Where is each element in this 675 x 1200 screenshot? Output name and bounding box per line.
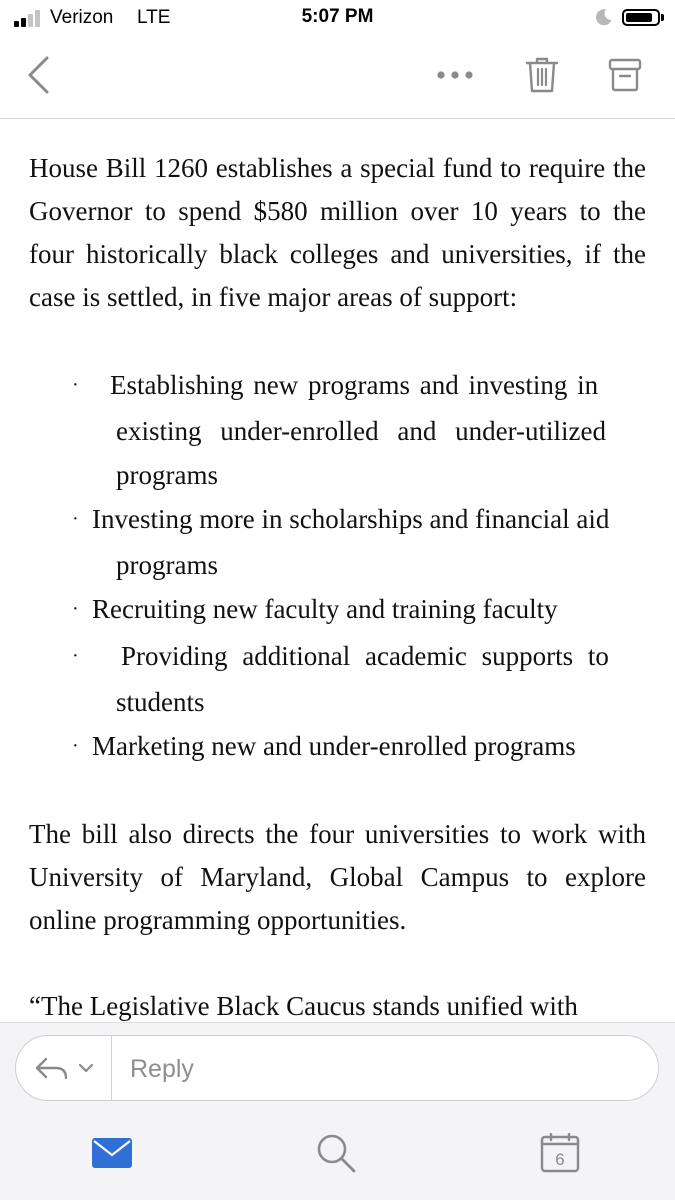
reply-arrow-icon (34, 1055, 70, 1081)
chevron-left-icon (25, 55, 51, 95)
search-icon (315, 1132, 357, 1174)
calendar-day-number: 6 (555, 1150, 565, 1169)
reply-options-button[interactable] (16, 1036, 111, 1100)
trash-icon (525, 56, 559, 94)
message-body (0, 119, 675, 1022)
reply-divider (111, 1036, 112, 1100)
bullet-marker: · (72, 735, 79, 757)
reply-bar (0, 1022, 675, 1121)
chevron-down-icon (78, 1063, 94, 1073)
paragraph-quote: “The Legislative Black Caucus stands unified with (29, 991, 578, 1021)
list-item-text: Investing more in scholarships and financial aid (92, 504, 610, 534)
battery-tip (661, 14, 664, 21)
archive-button[interactable] (603, 52, 647, 98)
list-item-text: Recruiting new faculty and training faculty (92, 594, 558, 624)
network-type: LTE (137, 7, 171, 28)
tab-mail[interactable] (82, 1128, 142, 1178)
bottom-tab-bar (0, 1120, 675, 1200)
list-item-text: programs (116, 550, 218, 580)
list-item-text: Providing additional academic supports to (121, 641, 609, 671)
paragraph-intro: House Bill 1260 establishes a special fund to require the Governor to spend $580 million over 10 years to the four historically black colleges and universities, if the case is settled, in five major areas of support: (29, 153, 646, 312)
tab-calendar[interactable] (530, 1128, 590, 1178)
carrier-name: Verizon (50, 7, 114, 28)
calendar-icon (540, 1133, 580, 1173)
list-item-text: existing under-enrolled and under-utilized (116, 416, 607, 446)
reply-input[interactable] (128, 1052, 632, 1086)
list-item-text: students (116, 687, 205, 717)
do-not-disturb-moon-icon (595, 8, 613, 26)
delete-button[interactable] (520, 52, 564, 98)
tab-search[interactable] (306, 1128, 366, 1178)
list-item-text: Establishing new programs and investing in (110, 370, 599, 400)
bullet-marker: · (72, 508, 79, 530)
paragraph-online-programs: The bill also directs the four universities to work with University of Maryland, Global Campus to explore online programming opportunities. (29, 819, 646, 935)
bullet-marker: · (72, 374, 79, 396)
status-bar (0, 0, 675, 38)
more-dots-icon (435, 70, 475, 80)
back-button[interactable] (18, 52, 58, 98)
reply-box (15, 1035, 659, 1101)
battery-icon (622, 9, 660, 26)
more-options-button[interactable] (432, 52, 478, 98)
mail-icon (91, 1137, 133, 1169)
bullet-marker: · (72, 645, 79, 667)
bullet-marker: · (72, 598, 79, 620)
archive-icon (608, 57, 642, 93)
list-item-text: programs (116, 460, 218, 490)
list-item-text: Marketing new and under-enrolled programs (92, 731, 576, 761)
status-time: 5:07 PM (301, 6, 374, 27)
message-toolbar (0, 38, 675, 119)
